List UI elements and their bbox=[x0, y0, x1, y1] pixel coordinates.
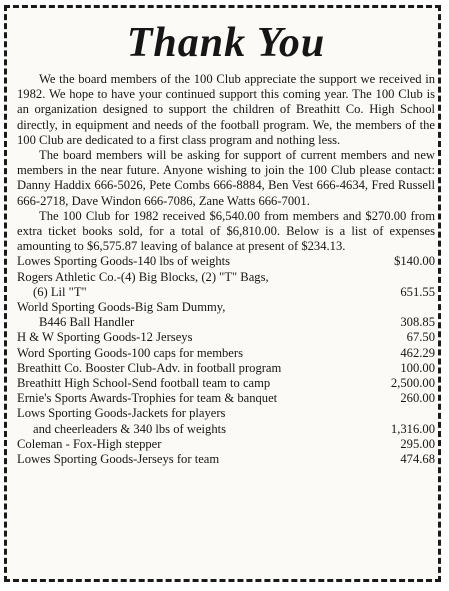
expense-row bbox=[17, 391, 435, 406]
expense-amount: 295.00 bbox=[400, 436, 435, 451]
page-title: Thank You bbox=[126, 20, 326, 66]
expense-item: Breathitt High School-Send football team to camp bbox=[17, 376, 271, 391]
expense-row bbox=[17, 300, 435, 315]
ad-content bbox=[17, 18, 435, 467]
expense-amount: $140.00 bbox=[394, 254, 435, 269]
expense-item: (6) Lil "T" bbox=[33, 284, 87, 299]
expense-row bbox=[17, 406, 435, 421]
expense-item: and cheerleaders & 340 lbs of weights bbox=[33, 421, 227, 436]
expense-item: Lowes Sporting Goods-Jerseys for team bbox=[17, 452, 220, 467]
expense-amount: 260.00 bbox=[400, 391, 435, 406]
expense-row bbox=[17, 330, 435, 345]
expense-row bbox=[17, 285, 435, 300]
expense-list bbox=[17, 254, 435, 467]
expense-amount bbox=[365, 406, 435, 421]
paragraph-totals: The 100 Club for 1982 received $6,540.00 from members and $270.00 from extra ticket books sold, for a total of $6,810.00. Below is a list of expenses amounting to $6,575.87 leaving of balance at present of $234.13. bbox=[17, 208, 435, 254]
expense-row bbox=[17, 376, 435, 391]
expense-amount: 100.00 bbox=[400, 360, 435, 375]
expense-item: H & W Sporting Goods-12 Jerseys bbox=[17, 330, 193, 345]
paragraph-contacts: The board members will be asking for support of current members and new members in the near future. Anyone wishing to join the 100 Club please contact: Danny Haddix 666-5026, Pete Combs 666-8884, Ben Vest 666-4634, Fred Russell 666-2718, Dave Windon 666-7086, Zane Watts 666-7001. bbox=[17, 148, 435, 208]
expense-row bbox=[17, 315, 435, 330]
expense-item: Lows Sporting Goods-Jackets for players bbox=[17, 406, 226, 421]
expense-item: Breathitt Co. Booster Club-Adv. in football program bbox=[17, 360, 282, 375]
expense-row bbox=[17, 361, 435, 376]
expense-item: World Sporting Goods-Big Sam Dummy, bbox=[17, 300, 226, 315]
expense-amount bbox=[365, 300, 435, 315]
expense-item: Word Sporting Goods-100 caps for members bbox=[17, 345, 243, 360]
expense-item: Rogers Athletic Co.-(4) Big Blocks, (2) "T" Bags, bbox=[17, 269, 269, 284]
expense-amount: 462.29 bbox=[400, 345, 435, 360]
expense-item: Lowes Sporting Goods-140 lbs of weights bbox=[17, 254, 231, 269]
expense-amount: 67.50 bbox=[406, 330, 435, 345]
expense-row bbox=[17, 270, 435, 285]
expense-row bbox=[17, 422, 435, 437]
expense-amount bbox=[365, 270, 435, 285]
expense-amount: 1,316.00 bbox=[390, 421, 435, 436]
expense-amount: 651.55 bbox=[400, 284, 435, 299]
expense-item: Coleman - Fox-High stepper bbox=[17, 436, 162, 451]
expense-row bbox=[17, 437, 435, 452]
expense-amount: 2,500.00 bbox=[390, 376, 435, 391]
expense-row bbox=[17, 452, 435, 467]
expense-row bbox=[17, 346, 435, 361]
expense-item: B446 Ball Handler bbox=[39, 315, 135, 330]
expense-row bbox=[17, 254, 435, 269]
expense-amount: 308.85 bbox=[400, 315, 435, 330]
expense-item: Ernie's Sports Awards-Trophies for team & banquet bbox=[17, 391, 278, 406]
expense-amount: 474.68 bbox=[400, 452, 435, 467]
paragraph-intro: We the board members of the 100 Club appreciate the support we received in 1982. We hope to have your continued support this coming year. The 100 Club is an organization designed to support the children of Breathitt Co. High School directly, in equipment and needs of the football program. We, the members of the 100 Club are dedicated to a first class program and nothing less. bbox=[17, 72, 435, 147]
ad-border bbox=[4, 5, 441, 582]
